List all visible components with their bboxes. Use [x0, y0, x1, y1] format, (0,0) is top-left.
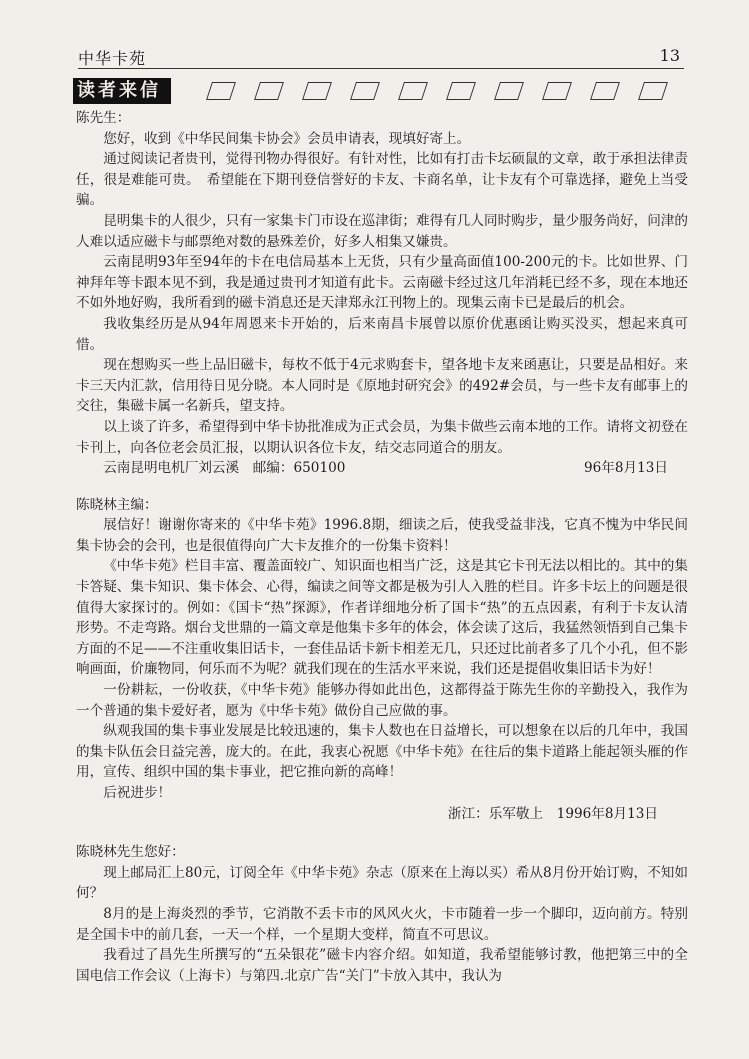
letter-paragraph: 我收集经历是从94年周恩来卡开始的，后来南昌卡展曾以原价优惠函让购买没买，想起来真可惜。: [76, 315, 688, 353]
magazine-title: 中华卡苑: [78, 49, 147, 68]
letter-paragraph: 现在想购买一些上品旧磁卡，每枚不低于4元求购套卡，望各地卡友来函惠让，只要是品相好。来卡三天内汇款，信用待日见分晓。本人同时是《原地封研究会》的492#会员，与一些卡友有邮事上的交往，集磁卡属一名新兵，望支持。: [76, 357, 688, 415]
letter-paragraph: 现上邮局汇上80元，订阅全年《中华卡苑》杂志（原来在上海以买）希从8月份开始订购，不知如何？: [76, 864, 688, 902]
section-title: 读者来信: [73, 78, 171, 104]
letters-column: [76, 108, 688, 986]
letter-paragraph: 8月的是上海炎烈的季节，它消散不丢卡市的风风火火，卡市随着一步一个脚印，迈向前方。特别是全国卡中的前几套，一天一个样，一个星期大变样，简直不可思议。: [76, 905, 688, 943]
banner-box: [302, 82, 332, 100]
banner-box: [350, 82, 380, 100]
banner-box: [398, 82, 428, 100]
letter-signature: 云南昆明电机厂刘云溪 邮编：650100: [103, 460, 346, 477]
letter-paragraph: 一份耕耘，一份收获，《中华卡苑》能够办得如此出色，这都得益于陈先生你的辛勤投入，我作为一个普通的集卡爱好者，愿为《中华卡苑》做份自己应做的事。: [76, 682, 688, 719]
letter-paragraph: 纵观我国的集卡事业发展是比较迅速的，集卡人数也在日益增长，可以想象在以后的几年中，我国的集卡队伍会日益完善，庞大的。在此，我衷心祝愿《中华卡苑》在往后的集卡道路上能起领头雁的作用，宣传、组织中国的集卡事业，把它推向新的高峰！: [76, 723, 688, 781]
letter-signature: 浙江：乐军敬上 1996年8月13日: [447, 805, 658, 822]
letter-paragraph: 展信好！谢谢你寄来的《中华卡苑》1996.8期，细读之后，使我受益非浅，它真不愧为中华民间集卡协会的会刊，也是很值得向广大卡友推介的一份集卡资料！: [76, 517, 688, 554]
letter-paragraph: 我看过了昌先生所撰写的“五朵银花”磁卡内容介绍。如知道，我希望能够讨教，他把第三中的全国电信工作会议（上海卡）与第四.北京广告“关门”卡放入其中，我认为: [76, 947, 688, 984]
spacer: [76, 479, 688, 495]
letter-salutation: 陈先生：: [76, 110, 131, 126]
letter-paragraph: 云南昆明93年至94年的卡在电信局基本上无货，只有少量高面值100-200元的卡。比如世界、门神拜年等卡跟本见不到，我是通过贵刊才知道有此卡。云南磁卡经过这几年消耗已经不多，现在本地还不如外地好购，我所看到的磁卡消息还是天津郑永江刊物上的。现集云南卡已是最后的机会。: [76, 254, 688, 312]
letter-liu-yunxi: [76, 108, 688, 479]
banner-box: [254, 82, 284, 100]
banner-box: [542, 82, 572, 100]
letter-third: [76, 842, 688, 986]
letter-salutation: 陈晓林先生您好：: [76, 844, 185, 861]
letter-signature-line: [76, 458, 688, 479]
spacer: [76, 824, 688, 842]
banner-box: [494, 82, 524, 100]
letter-date: 96年8月13日: [583, 460, 668, 477]
page-number: 13: [659, 46, 680, 65]
letter-paragraph: 通过阅读记者贵刊，觉得刊物办得很好。有针对性，比如有打击卡坛硕鼠的文章，敢于承担法律责任，很是难能可贵。 希望能在下期刊登信誉好的卡友、卡商名单，让卡友有个可靠选择，避免上当受骗。: [76, 151, 688, 209]
letter-signature-line: [76, 804, 688, 825]
letter-paragraph: 《中华卡苑》栏目丰富、覆盖面较广、知识面也相当广泛，这是其它卡刊无法以相比的。其中的集卡答疑、集卡知识、集卡体会、心得，编读之间等文都是极为引人入胜的栏目。许多卡坛上的问题是很值得大家探讨的。例如：《国卡“热”探源》，作者详细地分析了国卡“热”的五点因素，有利于卡友认清形势。不走弯路。烟台戈世鼎的一篇文章是他集卡多年的体会，体会读了这后，我猛然领悟到自己集卡方面的不足——不注重收集旧话卡，一套佳品话卡新卡相差无几，只还过比前者多了几个小孔，但不影响画面，价廉物同，何乐而不为呢？就我们现在的生活水平来说，我们还是提倡收集旧话卡为好！: [76, 558, 688, 678]
letter-paragraph: 您好，收到《中华民间集卡协会》会员申请表，现填好寄上。: [103, 130, 471, 147]
banner-box: [590, 82, 620, 100]
letter-salutation: 陈晓林主编：: [76, 496, 158, 513]
banner-box: [638, 82, 668, 100]
letter-signoff: 后祝进步！: [103, 785, 172, 801]
page-header: [78, 46, 684, 69]
banner-box: [206, 82, 236, 100]
banner-box: [446, 82, 476, 100]
letter-paragraph: 以上谈了许多，希望得到中华卡协批准成为正式会员，为集卡做些云南本地的工作。请将文初登在卡刊上，向各位老会员汇报，以期认识各位卡友，结交志同道合的朋友。: [76, 418, 688, 456]
letter-le-jun: [76, 495, 688, 825]
letter-paragraph: 昆明集卡的人很少，只有一家集卡门市设在巡津街；难得有几人同时购步，量少服务尚好，问津的人难以适应磁卡与邮票绝对数的悬殊差价，好多人相集又嫌贵。: [76, 212, 688, 250]
section-banner: [73, 78, 693, 104]
